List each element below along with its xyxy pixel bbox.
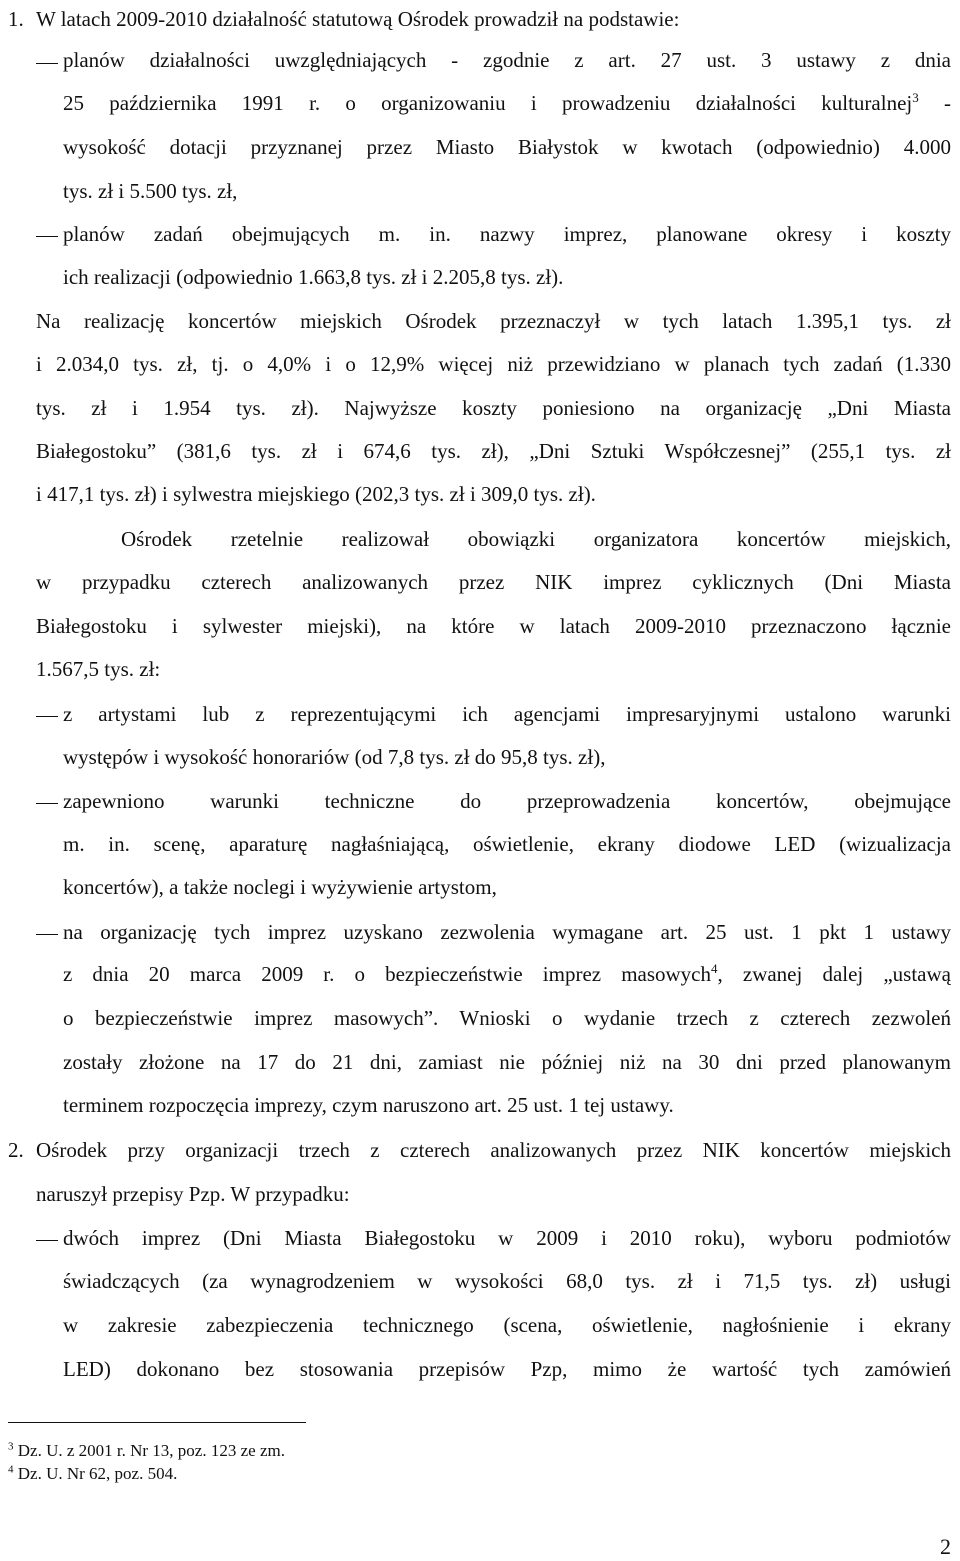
list-number: 1.	[8, 7, 24, 31]
paragraph-line: występów i wysokość honorariów (od 7,8 tys. zł do 95,8 tys. zł),	[63, 745, 606, 769]
paragraph-line: naruszył przepisy Pzp. W przypadku:	[36, 1182, 350, 1206]
paragraph-line: o bezpieczeństwie imprez masowych”. Wnioski o wydanie trzech z czterech zezwoleń	[63, 1008, 951, 1030]
footnote-ref[interactable]: 4	[711, 964, 718, 976]
paragraph-line: z dnia 20 marca 2009 r. o bezpieczeństwie imprez masowych$^4$, zwanej dalej „ustawą	[63, 964, 951, 990]
list-number: 2.	[8, 1138, 24, 1162]
paragraph-line: 1.567,5 tys. zł:	[36, 657, 161, 681]
footnote: $^3$ Dz. U. z 2001 r. Nr 13, poz. 123 ze zm.	[8, 1440, 285, 1460]
paragraph-line: W latach 2009-2010 działalność statutową Ośrodek prowadził na podstawie:	[36, 7, 680, 31]
dash-bullet	[36, 716, 58, 717]
paragraph-line: wysokość dotacji przyznanej przez Miasto Białystok w kwotach (odpowiednio) 4.000	[63, 137, 951, 159]
paragraph-line: Białegostoku i sylwester miejski), na które w latach 2009-2010 przeznaczono łącznie	[36, 616, 951, 638]
footnote: $^4$ Dz. U. Nr 62, poz. 504.	[8, 1463, 178, 1483]
paragraph-line: terminem rozpoczęcia imprezy, czym naruszono art. 25 ust. 1 tej ustawy.	[63, 1093, 674, 1117]
paragraph-line: tys. zł i 5.500 tys. zł,	[63, 179, 238, 203]
dash-bullet	[36, 934, 58, 935]
paragraph-line: planów działalności uwzględniających - zgodnie z art. 27 ust. 3 ustawy z dnia	[63, 50, 951, 72]
dash-bullet	[36, 1240, 58, 1241]
paragraph-line: Ośrodek rzetelnie realizował obowiązki organizatora koncertów miejskich,	[121, 529, 951, 551]
paragraph-line: LED) dokonano bez stosowania przepisów Pzp, mimo że wartość tych zamówień	[63, 1359, 951, 1381]
paragraph-line: 25 października 1991 r. o organizowaniu i prowadzeniu działalności kulturalnej$^3$ -	[63, 93, 951, 119]
paragraph-line: z artystami lub z reprezentującymi ich agencjami impresaryjnymi ustalono warunki	[63, 704, 951, 726]
paragraph-line: dwóch imprez (Dni Miasta Białegostoku w 2009 i 2010 roku), wyboru podmiotów	[63, 1228, 951, 1250]
paragraph-line: w zakresie zabezpieczenia technicznego (scena, oświetlenie, nagłośnienie i ekrany	[63, 1315, 951, 1337]
paragraph-line: zapewniono warunki techniczne do przeprowadzenia koncertów, obejmujące	[63, 791, 951, 813]
paragraph-line: planów zadań obejmujących m. in. nazwy imprez, planowane okresy i koszty	[63, 224, 951, 246]
paragraph-line: i 2.034,0 tys. zł, tj. o 4,0% i o 12,9% więcej niż przewidziano w planach tych zadań (1.330	[36, 354, 951, 376]
paragraph-line: w przypadku czterech analizowanych przez NIK imprez cyklicznych (Dni Miasta	[36, 572, 951, 594]
paragraph-line: tys. zł i 1.954 tys. zł). Najwyższe koszty poniesiono na organizację „Dni Miasta	[36, 398, 951, 420]
paragraph-line: na organizację tych imprez uzyskano zezwolenia wymagane art. 25 ust. 1 pkt 1 ustawy	[63, 922, 951, 944]
paragraph-line: zostały złożone na 17 do 21 dni, zamiast nie później niż na 30 dni przed planowanym	[63, 1052, 951, 1074]
paragraph-line: świadczących (za wynagrodzeniem w wysokości 68,0 tys. zł i 71,5 tys. zł) usługi	[63, 1271, 951, 1293]
paragraph-line: Białegostoku” (381,6 tys. zł i 674,6 tys. zł), „Dni Sztuki Współczesnej” (255,1 tys. zł	[36, 441, 951, 463]
footnote-separator	[8, 1422, 306, 1423]
paragraph-line: Na realizację koncertów miejskich Ośrodek przeznaczył w tych latach 1.395,1 tys. zł	[36, 311, 951, 333]
paragraph-line: Ośrodek przy organizacji trzech z czterech analizowanych przez NIK koncertów miejskich	[36, 1140, 951, 1162]
paragraph-line: koncertów), a także noclegi i wyżywienie artystom,	[63, 875, 497, 899]
paragraph-line: m. in. scenę, aparaturę nagłaśniającą, oświetlenie, ekrany diodowe LED (wizualizacja	[63, 834, 951, 856]
paragraph-line: i 417,1 tys. zł) i sylwestra miejskiego (202,3 tys. zł i 309,0 tys. zł).	[36, 482, 596, 506]
page-number: 2	[940, 1534, 951, 1559]
dash-bullet	[36, 803, 58, 804]
paragraph-line: ich realizacji (odpowiednio 1.663,8 tys. zł i 2.205,8 tys. zł).	[63, 265, 564, 289]
dash-bullet	[36, 236, 58, 237]
dash-bullet	[36, 63, 58, 64]
footnote-ref[interactable]: 3	[912, 93, 919, 105]
